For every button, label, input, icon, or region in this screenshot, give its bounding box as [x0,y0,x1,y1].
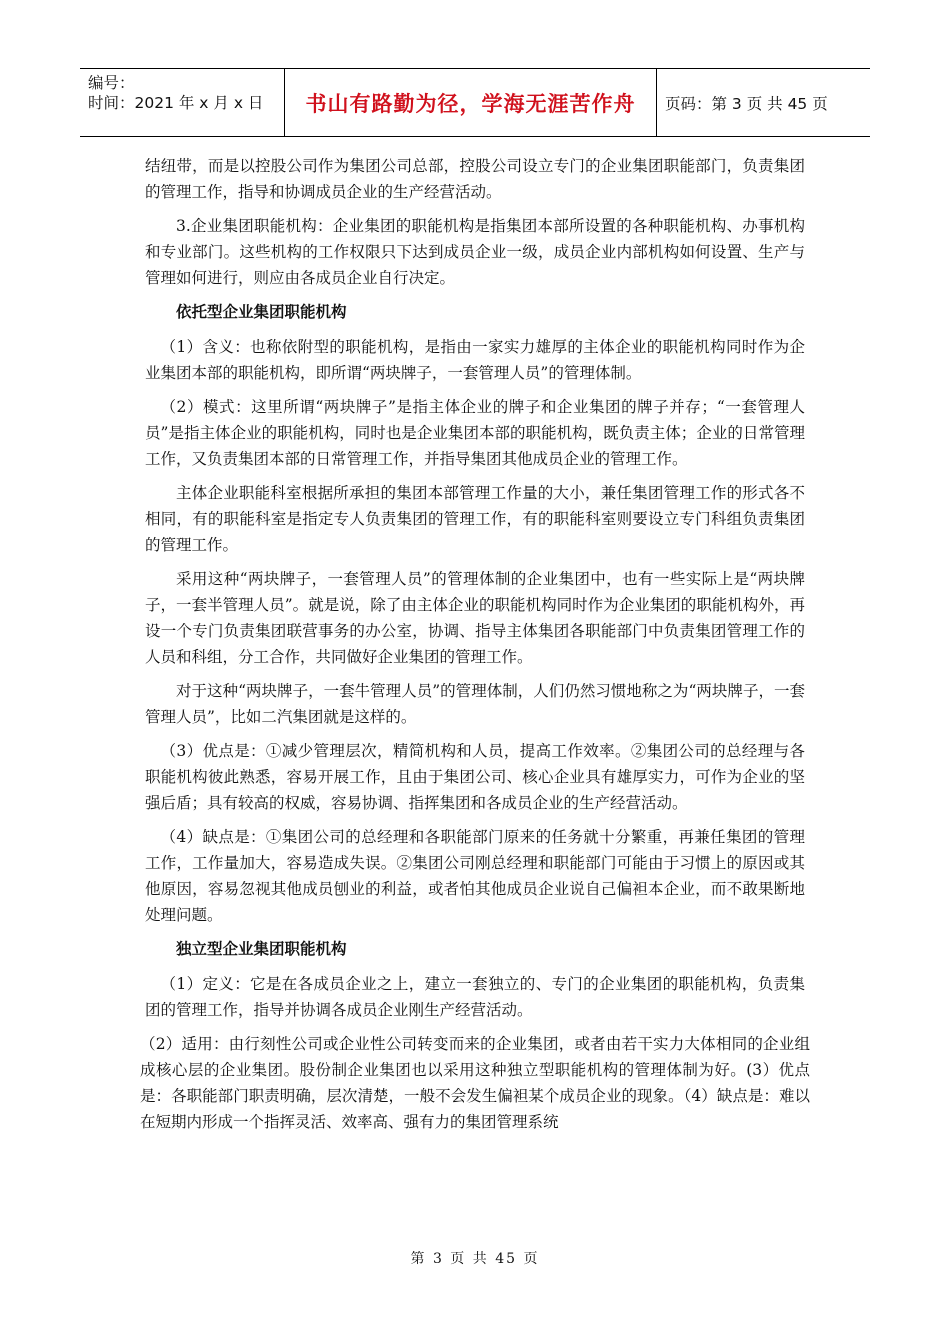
paragraph: （4）缺点是：①集团公司的总经理和各职能部门原来的任务就十分繁重，再兼任集团的管理工作，工作量加大，容易造成失误。②集团公司刚总经理和职能部门可能由于习惯上的原因或其他原因，容易忽视其他成员刨业的利益，或者怕其他成员企业说自己偏袒本企业，而不敢果断地处理问题。 [145,828,805,924]
document-header [80,68,870,137]
header-page-info: 页码：第 3 页 共 45 页 [665,94,828,113]
paragraph: 采用这种“两块牌子，一套管理人员”的管理体制的企业集团中，也有一些实际上是“两块牌子，一套半管理人员”。就是说，除了由主体企业的职能机构同时作为企业集团的职能机构外，再设一个专门负责集团联营事务的办公室，协调、指导主体集团各职能部门中负责集团管理工作的人员和科组，分工合作，共同做好企业集团的管理工作。 [145,570,805,666]
paragraph: （2）适用：由行刻性公司或企业性公司转变而来的企业集团，或者由若干实力大体相同的企业组成核心层的企业集团。股份制企业集团也以采用这种独立型职能机构的管理体制为好。(3）优点是：各职能部门职责明确，层次清楚，一般不会发生偏袒某个成员企业的现象。（4）缺点是：难以在短期内形成一个指挥灵活、效率高、强有力的集团管理系统 [140,1035,810,1131]
page-footer: 第 3 页 共 45 页 [410,1251,540,1267]
paragraph: 主体企业职能科室根据所承担的集团本部管理工作量的大小，兼任集团管理工作的形式各不相同，有的职能科室是指定专人负责集团的管理工作，有的职能科室则要设立专门科组负责集团的管理工作。 [145,484,805,554]
paragraph: 3.企业集团职能机构：企业集团的职能机构是指集团本部所设置的各种职能机构、办事机构和专业部门。这些机构的工作权限只下达到成员企业一级，成员企业内部机构如何设置、生产与管理如何进行，则应由各成员企业自行决定。 [145,217,805,287]
document-body [140,153,810,1143]
paragraph: （3）优点是：①减少管理层次，精简机构和人员，提高工作效率。②集团公司的总经理与各职能机构彼此熟悉，容易开展工作，且由于集团公司、核心企业具有雄厚实力，可作为企业的坚强后盾；具有较高的权威，容易协调、指挥集团和各成员企业的生产经营活动。 [145,742,805,812]
paragraph: 对于这种“两块牌子，一套牛管理人员”的管理体制，人们仍然习惯地称之为“两块牌子，一套管理人员”，比如二汽集团就是这样的。 [145,682,805,726]
paragraph: （1）定义：它是在各成员企业之上，建立一套独立的、专门的企业集团的职能机构，负责集团的管理工作，指导并协调各成员企业刚生产经营活动。 [145,975,805,1019]
paragraph: （2）模式：这里所谓“两块牌子”是指主体企业的牌子和企业集团的牌子并存；“一套管理人员”是指主体企业的职能机构，同时也是企业集团本部的职能机构，既负责主体；企业的日常管理工作，又负责集团本部的日常管理工作，并指导集团其他成员企业的管理工作。 [145,398,805,468]
document-number-label: 编号： [88,74,135,92]
header-motto: 书山有路勤为径，学海无涯苦作舟 [285,69,657,136]
paragraph: 结纽带，而是以控股公司作为集团公司总部，控股公司设立专门的企业集团职能部门，负责集团的管理工作，指导和协调成员企业的生产经营活动。 [145,157,805,201]
section-heading-independent: 独立型企业集团职能机构 [176,940,347,958]
header-meta [80,69,285,136]
section-heading-dependent: 依托型企业集团职能机构 [176,303,347,321]
document-date: 时间：2021 年 x 月 x 日 [88,94,264,112]
paragraph: （1）含义：也称依附型的职能机构，是指由一家实力雄厚的主体企业的职能机构同时作为企业集团本部的职能机构，即所谓“两块牌子，一套管理人员”的管理体制。 [145,338,805,382]
